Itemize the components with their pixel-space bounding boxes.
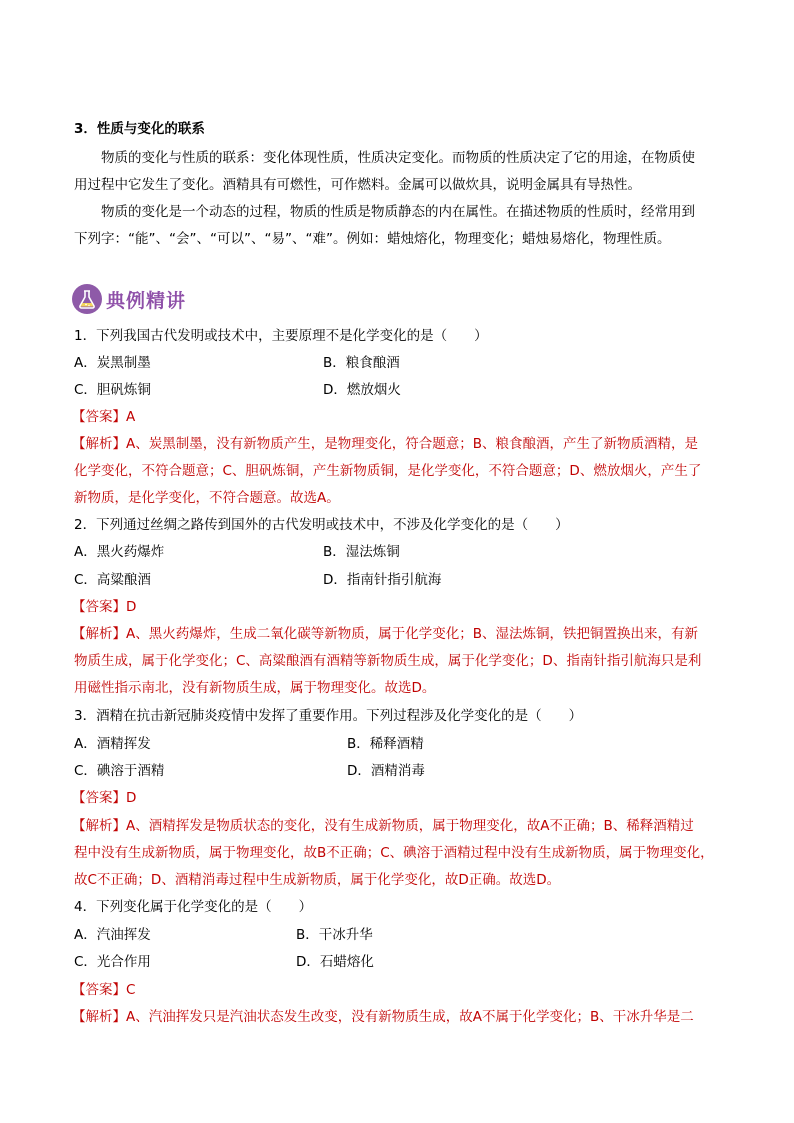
- question-stem: 1．下列我国古代发明或技术中，主要原理不是化学变化的是（ ）: [74, 328, 488, 344]
- example-section-header: [72, 283, 186, 315]
- question-option: D．燃放烟火: [323, 382, 401, 398]
- analysis-text: 物质生成，属于化学变化；C、高粱酿酒有酒精等新物质生成，属于化学变化；D、指南针指引航海只是利: [74, 653, 702, 669]
- paragraph-line: 物质的变化是一个动态的过程，物质的性质是物质静态的内在属性。在描述物质的性质时，经常用到: [101, 204, 695, 220]
- question-option: B．粮食酿酒: [323, 355, 400, 371]
- answer-value: C: [126, 982, 136, 998]
- answer-value: D: [126, 790, 137, 806]
- analysis-line: [72, 435, 698, 453]
- answer-line: [72, 981, 135, 999]
- answer-tag: 【答案】: [72, 982, 126, 998]
- question-option: C．光合作用: [74, 954, 151, 970]
- paragraph-line: 下列字：“能”、“会”、“可以”、“易”、“难”。例如：蜡烛熔化，物理变化；蜡烛易熔化，物理性质。: [74, 231, 671, 247]
- question-option: C．碘溶于酒精: [74, 763, 165, 779]
- analysis-line: [72, 817, 694, 835]
- question-option: C．胆矾炼铜: [74, 382, 151, 398]
- answer-value: D: [126, 599, 137, 615]
- answer-tag: 【答案】: [72, 409, 126, 425]
- answer-tag: 【答案】: [72, 790, 126, 806]
- answer-line: [72, 789, 136, 807]
- question-option: B．稀释酒精: [347, 736, 424, 752]
- paragraph-line: 物质的变化与性质的联系：变化体现性质，性质决定变化。而物质的性质决定了它的用途，在物质使: [101, 150, 695, 166]
- answer-value: A: [126, 409, 136, 425]
- analysis-text: 新物质，是化学变化，不符合题意。故选A。: [74, 490, 340, 506]
- question-option: A．汽油挥发: [74, 927, 151, 943]
- question-option: D．酒精消毒: [347, 763, 425, 779]
- section-title: 典例精讲: [106, 289, 187, 312]
- question-stem: 4．下列变化属于化学变化的是（ ）: [74, 899, 313, 915]
- question-option: A．炭黑制墨: [74, 355, 151, 371]
- question-stem: 2．下列通过丝绸之路传到国外的古代发明或技术中，不涉及化学变化的是（ ）: [74, 517, 569, 533]
- analysis-text: 程中没有生成新物质，属于物理变化，故B不正确；C、碘溶于酒精过程中没有生成新物质，属于物理变化，: [74, 845, 714, 861]
- answer-tag: 【答案】: [72, 599, 126, 615]
- analysis-line: [72, 625, 698, 643]
- question-option: D．石蜡熔化: [296, 954, 374, 970]
- paragraph-line: 用过程中它发生了变化。酒精具有可燃性，可作燃料。金属可以做炊具，说明金属具有导热性。: [74, 177, 641, 193]
- answer-line: [72, 598, 136, 616]
- answer-line: [72, 408, 135, 426]
- analysis-tag: 【解析】: [72, 436, 126, 452]
- analysis-tag: 【解析】: [72, 626, 126, 642]
- question-option: D．指南针指引航海: [323, 572, 442, 588]
- analysis-text: 用磁性指示南北，没有新物质生成，属于物理变化。故选D。: [74, 680, 436, 696]
- analysis-text: 化学变化，不符合题意；C、胆矾炼铜，产生新物质铜，是化学变化，不符合题意；D、燃放烟火，产生了: [74, 463, 702, 479]
- question-stem: 3．酒精在抗击新冠肺炎疫情中发挥了重要作用。下列过程涉及化学变化的是（ ）: [74, 708, 583, 724]
- question-option: B．湿法炼铜: [323, 544, 400, 560]
- analysis-line: [72, 1008, 694, 1026]
- question-option: A．酒精挥发: [74, 736, 151, 752]
- question-option: A．黑火药爆炸: [74, 544, 165, 560]
- analysis-text: A、炭黑制墨，没有新物质产生，是物理变化，符合题意；B、粮食酿酒，产生了新物质酒精，是: [126, 436, 698, 452]
- analysis-tag: 【解析】: [72, 1009, 126, 1025]
- analysis-text: A、黑火药爆炸，生成二氧化碳等新物质，属于化学变化；B、湿法炼铜，铁把铜置换出来，有新: [126, 626, 698, 642]
- question-option: C．高粱酿酒: [74, 572, 151, 588]
- analysis-text: A、酒精挥发是物质状态的变化，没有生成新物质，属于物理变化，故A不正确；B、稀释酒精过: [126, 818, 694, 834]
- analysis-tag: 【解析】: [72, 818, 126, 834]
- flask-icon: [72, 284, 102, 314]
- analysis-text: 故C不正确；D、酒精消毒过程中生成新物质，属于化学变化，故D正确。故选D。: [74, 872, 561, 888]
- question-option: B．干冰升华: [296, 927, 373, 943]
- section-heading: 3．性质与变化的联系: [74, 121, 205, 137]
- analysis-text: A、汽油挥发只是汽油状态发生改变，没有新物质生成，故A不属于化学变化；B、干冰升华是二: [126, 1009, 694, 1025]
